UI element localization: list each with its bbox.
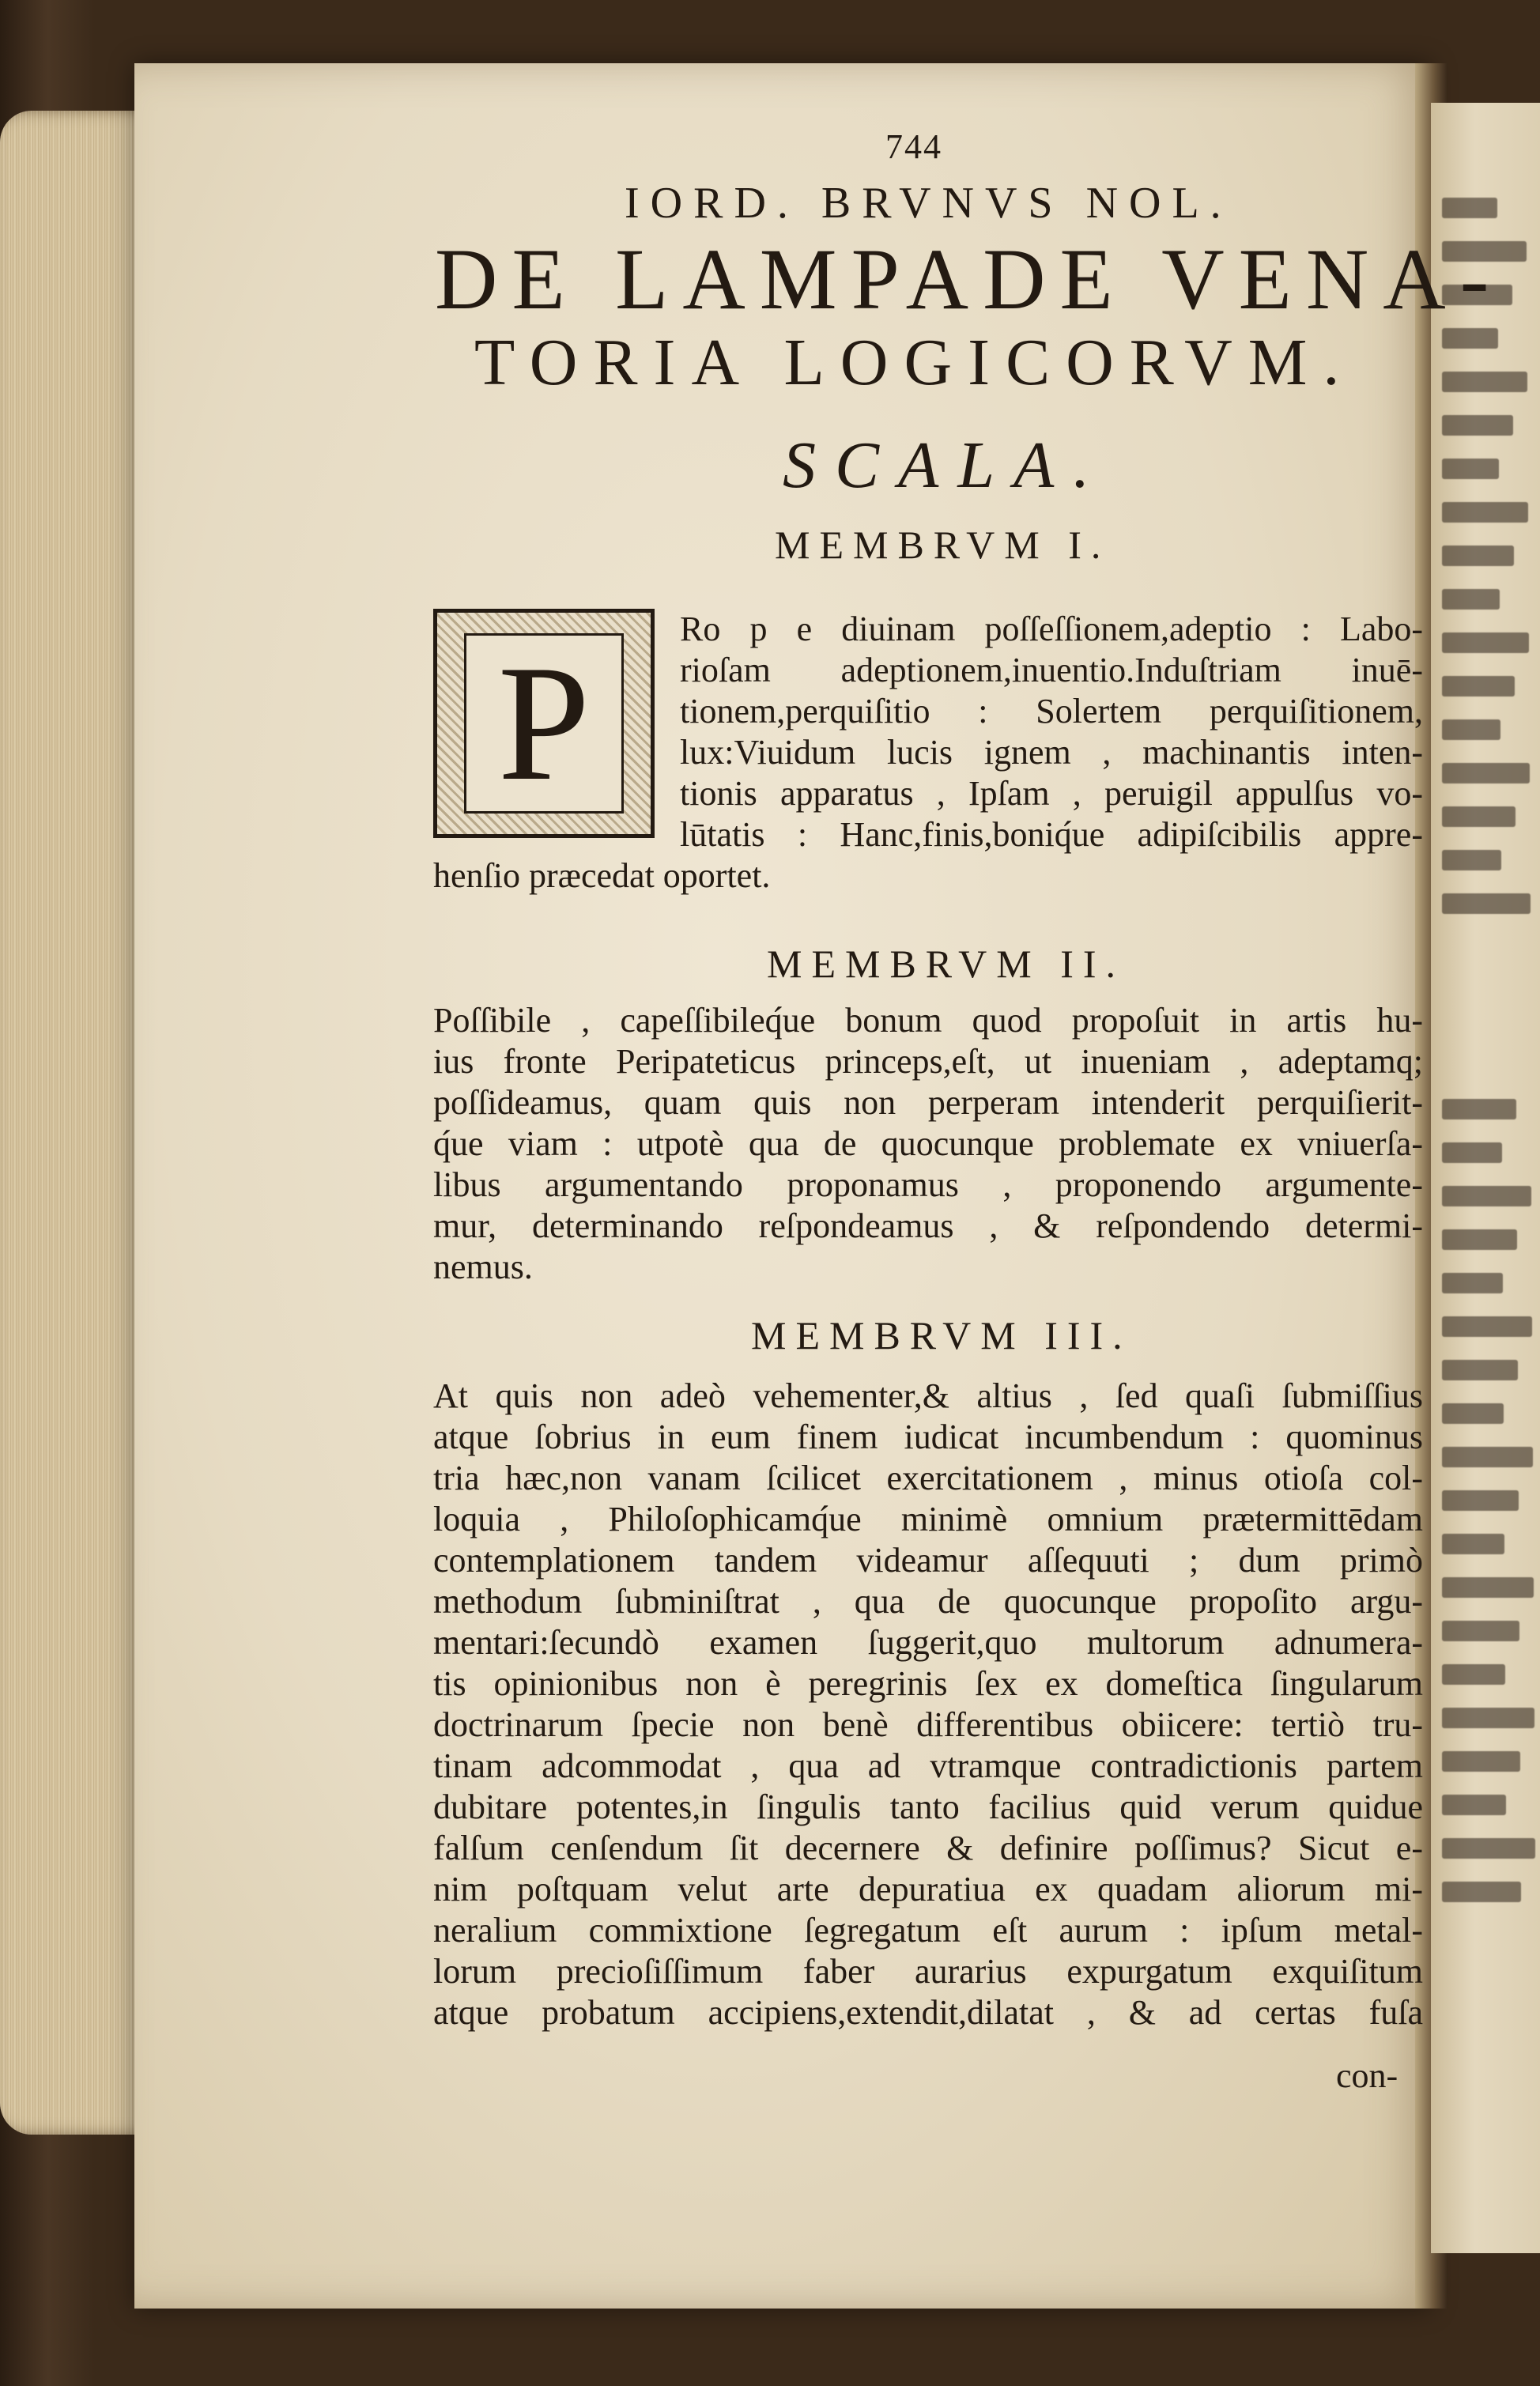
text-line: q́ue viam : utpotè qua de quocunque problemate ex vniuerſa- — [433, 1124, 1423, 1163]
facing-page-text-fragment — [1442, 1838, 1535, 1859]
member-heading-1: MEMBRVM I. — [775, 523, 1111, 567]
text-line: falſum cenſendum ſit decernere & definire poſſimus? Sicut e- — [433, 1829, 1423, 1867]
facing-page-text-fragment — [1442, 459, 1499, 479]
catchword: con- — [1336, 2056, 1398, 2095]
facing-page-text-fragment — [1442, 1229, 1517, 1250]
facing-page-text-fragment — [1442, 502, 1528, 523]
member-heading-3: MEMBRVM III. — [751, 1313, 1132, 1357]
text-line: mentari:ſecundò examen ſuggerit,quo multorum adnumera- — [433, 1623, 1423, 1662]
decorated-initial — [433, 609, 655, 838]
facing-page-text-fragment — [1442, 1664, 1505, 1685]
facing-page-text-fragment — [1442, 676, 1515, 697]
member-1-text-beside-initial — [680, 609, 1423, 855]
text-line: tionem,perquiſitio : Solertem perquiſitionem, — [680, 692, 1423, 731]
facing-page-text-fragment — [1442, 1273, 1503, 1293]
text-line: Ro p e diuinam poſſeſſionem,adeptio : Labo- — [680, 610, 1423, 648]
running-head: IORD. BRVNVS NOL. — [625, 179, 1232, 228]
facing-page-text-fragment — [1442, 1142, 1502, 1163]
text-line: atque probatum accipiens,extendit,dilatat , & ad certas fuſa — [433, 1993, 1423, 2032]
text-line: lux:Viuidum lucis ignem , machinantis inten- — [680, 733, 1423, 772]
facing-page-text-fragment — [1442, 546, 1514, 566]
text-line: tionis apparatus , Ipſam , peruigil appulſus vo- — [680, 774, 1423, 813]
text-line: neralium commixtione ſegregatum eſt aurum : ipſum metal- — [433, 1911, 1423, 1950]
page-title-line-1: DE LAMPADE VENA- — [435, 231, 1504, 327]
text-line: atque ſobrius in eum finem iudicat incumbendum : quominus — [433, 1418, 1423, 1456]
facing-page-fragment — [1431, 103, 1540, 2253]
text-line: loquia , Philoſophicamq́ue minimè omnium prætermittēdam — [433, 1500, 1423, 1538]
facing-page-text-fragment — [1442, 1490, 1519, 1511]
text-line: tria hæc,non vanam ſcilicet exercitationem , minus otioſa col- — [433, 1459, 1423, 1497]
text-line: doctrinarum ſpecie non benè differentibus obiicere: tertiò tru- — [433, 1705, 1423, 1744]
text-line: lūtatis : Hanc,finis,boniq́ue adipiſcibilis appre- — [680, 815, 1423, 854]
text-line: nim poſtquam velut arte depuratiua ex quadam aliorum mi- — [433, 1870, 1423, 1908]
facing-page-text-fragment — [1442, 1751, 1520, 1772]
initial-letter: P — [464, 633, 624, 814]
facing-page-text-fragment — [1442, 1099, 1516, 1119]
text-line: poſſideamus, quam quis non perperam intenderit perquiſierit- — [433, 1083, 1423, 1122]
page-number: 744 — [885, 127, 942, 166]
facing-page-text-fragment — [1442, 589, 1500, 610]
text-line: henſio præcedat oportet. — [433, 856, 771, 895]
facing-page-text-fragment — [1442, 1708, 1534, 1728]
facing-page-text-fragment — [1442, 415, 1513, 436]
facing-page-text-fragment — [1442, 719, 1500, 740]
facing-page-text-fragment — [1442, 632, 1529, 653]
facing-page-text-fragment — [1442, 198, 1497, 218]
facing-page-text-fragment — [1442, 893, 1531, 914]
facing-page-text-fragment — [1442, 1795, 1506, 1815]
page-title-line-2: TORIA LOGICORVM. — [474, 326, 1356, 399]
facing-page-text-fragment — [1442, 372, 1527, 392]
member-heading-2: MEMBRVM II. — [767, 942, 1126, 986]
text-line: contemplationem tandem videamur aſſequuti ; dum primò — [433, 1541, 1423, 1580]
text-line: tis opinionibus non è peregrinis ſex ex domeſtica ſingularum — [433, 1664, 1423, 1703]
facing-page-text-fragment — [1442, 1447, 1533, 1467]
facing-page-text-fragment — [1442, 850, 1501, 870]
text-line: rioſam adeptionem,inuentio.Induſtriam inuē- — [680, 651, 1423, 689]
member-2-text — [433, 1000, 1423, 1288]
text-line: mur, determinando reſpondeamus , & reſpondendo determi- — [433, 1206, 1423, 1245]
section-heading: SCALA. — [783, 428, 1109, 502]
facing-page-text-fragment — [1442, 1186, 1531, 1206]
text-line: nemus. — [433, 1248, 533, 1286]
text-line: At quis non adeò vehementer,& altius , ſed quaſi ſubmiſſius — [433, 1376, 1423, 1415]
text-line: libus argumentando proponamus , proponendo argumente- — [433, 1165, 1423, 1204]
text-line: ius fronte Peripateticus princeps,eſt, ut inueniam , adeptamq; — [433, 1042, 1423, 1081]
facing-page-text-fragment — [1442, 1882, 1521, 1902]
text-line: tinam adcommodat , qua ad vtramque contradictionis partem — [433, 1746, 1423, 1785]
facing-page-text-fragment — [1442, 1621, 1519, 1641]
member-1-text-full — [433, 855, 1423, 897]
text-line: Poſſibile , capeſſibileq́ue bonum quod propoſuit in artis hu- — [433, 1001, 1423, 1040]
facing-page-text-fragment — [1442, 1360, 1518, 1380]
facing-page-text-fragment — [1442, 806, 1515, 827]
facing-page-text-fragment — [1442, 1316, 1532, 1337]
facing-page-text-fragment — [1442, 328, 1498, 349]
facing-page-text-fragment — [1442, 1403, 1504, 1424]
facing-page-text-fragment — [1442, 763, 1530, 783]
facing-page-text-fragment — [1442, 1577, 1534, 1598]
text-line: lorum precioſiſſimum faber aurarius expurgatum exquiſitum — [433, 1952, 1423, 1991]
text-line: methodum ſubminiſtrat , qua de quocunque propoſito argu- — [433, 1582, 1423, 1621]
text-line: dubitare potentes,in ſingulis tanto facilius quid verum quidue — [433, 1788, 1423, 1826]
facing-page-text-fragment — [1442, 1534, 1504, 1554]
member-3-text — [433, 1376, 1423, 2033]
